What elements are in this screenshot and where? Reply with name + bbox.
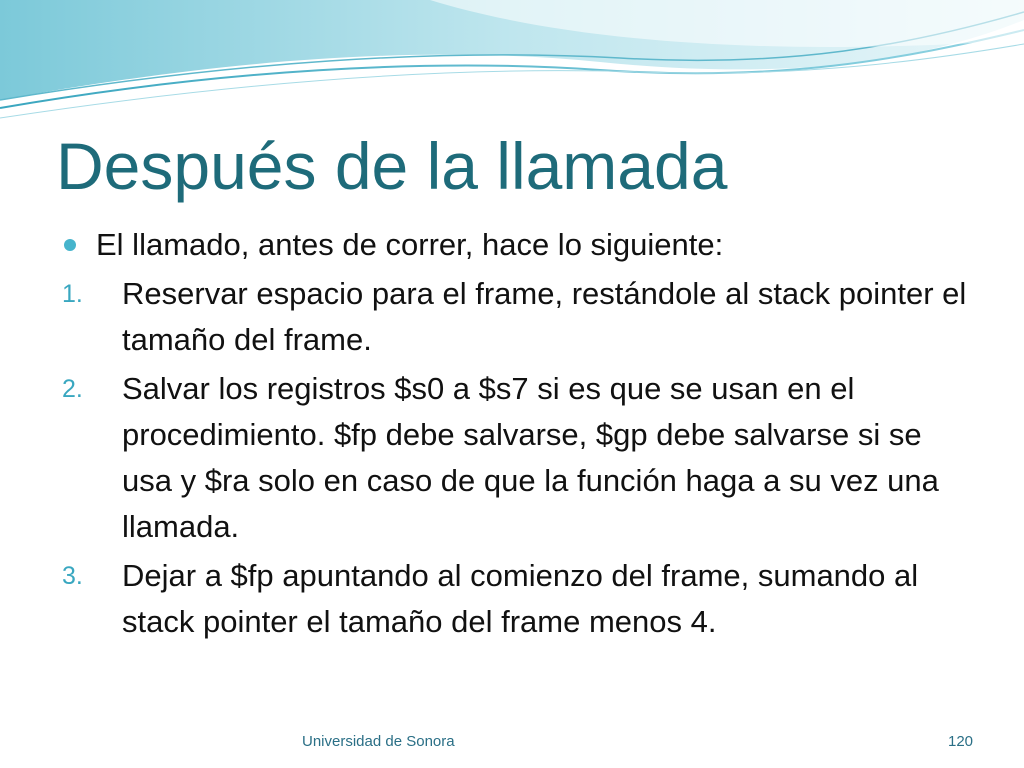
page-number: 120	[948, 733, 974, 750]
decorative-wave-header	[0, 0, 1024, 120]
list-item	[60, 271, 980, 363]
list-item-text: Dejar a $fp apuntando al comienzo del frame, sumando al stack pointer el tamaño del frame menos 4.	[122, 558, 919, 639]
page-title: Después de la llamada	[56, 129, 728, 203]
intro-text: El llamado, antes de correr, hace lo siguiente:	[96, 227, 724, 262]
list-item	[60, 553, 980, 645]
intro-bullet	[60, 222, 980, 268]
list-item-number: 2.	[62, 375, 83, 403]
list-item-number: 3.	[62, 562, 83, 590]
list-item-number: 1.	[62, 280, 83, 308]
slide-content	[60, 222, 980, 645]
list-item-text: Reservar espacio para el frame, restándole al stack pointer el tamaño del frame.	[122, 276, 967, 357]
list-item	[60, 366, 980, 550]
bullet-dot-icon	[64, 239, 76, 251]
footer-source: Universidad de Sonora	[302, 733, 455, 750]
list-item-text: Salvar los registros $s0 a $s7 si es que se usan en el procedimiento. $fp debe salvarse, $gp debe salvarse si se usa y $ra solo en caso de que la función haga a su vez una llamada.	[122, 371, 939, 544]
